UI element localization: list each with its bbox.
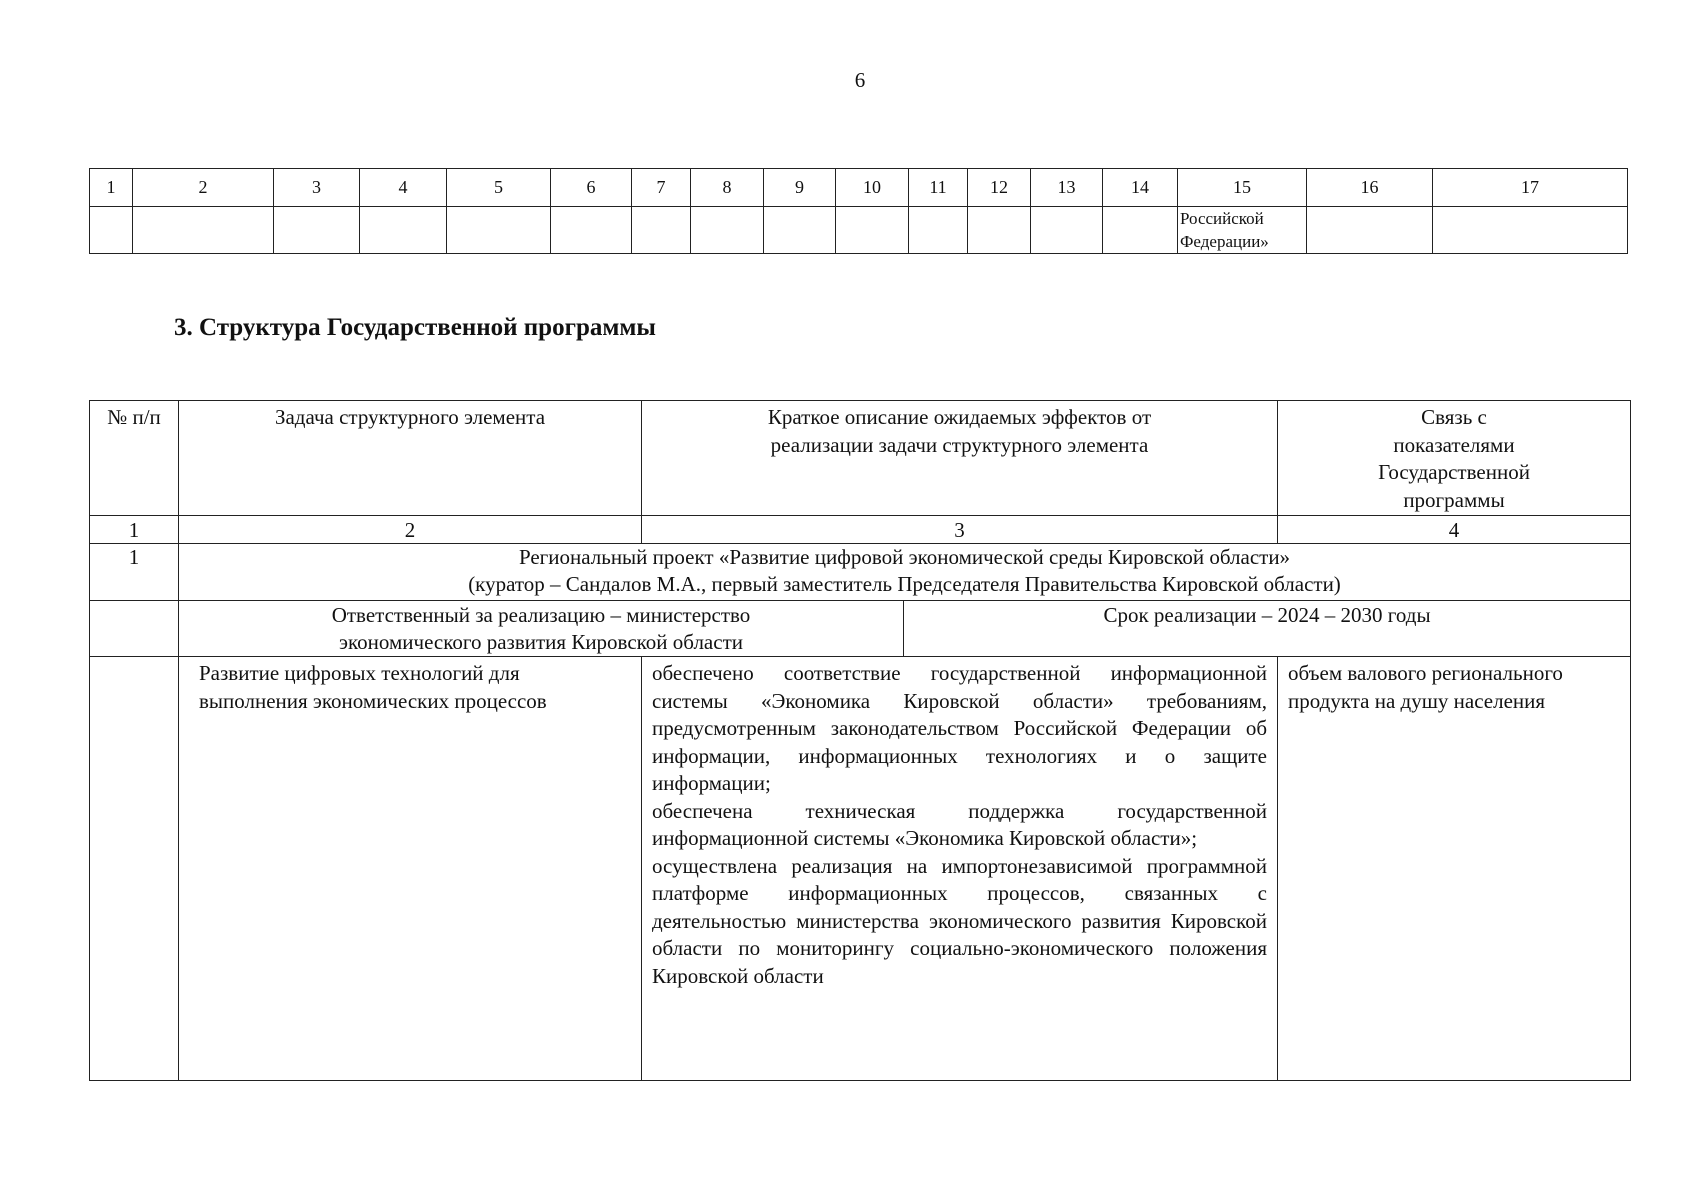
column-number: 12 xyxy=(968,169,1031,207)
table-cell xyxy=(632,207,691,254)
table-cell xyxy=(836,207,909,254)
responsible-row xyxy=(90,601,1631,657)
table-cell xyxy=(90,601,179,657)
project-title-cell xyxy=(179,544,1631,601)
table-cell xyxy=(274,207,360,254)
column-number: 17 xyxy=(1433,169,1628,207)
table-cell xyxy=(360,207,447,254)
implementation-period: Срок реализации – 2024 – 2030 годы xyxy=(1103,603,1431,627)
header-indicators: Связь с показателями Государственной программы xyxy=(1278,401,1631,516)
continuation-table xyxy=(89,168,1628,254)
table-row xyxy=(90,657,1631,1081)
page-number: 6 xyxy=(854,68,866,92)
column-number: 1 xyxy=(90,516,179,544)
table-header-row xyxy=(90,401,1631,516)
column-number: 16 xyxy=(1307,169,1433,207)
table-header-row xyxy=(90,169,1628,207)
column-number: 14 xyxy=(1103,169,1178,207)
description-cell xyxy=(642,657,1278,1081)
table-cell: Российской Федерации» xyxy=(1178,207,1307,254)
header-num: № п/п xyxy=(90,401,179,516)
header-task: Задача структурного элемента xyxy=(179,401,642,516)
table-cell xyxy=(90,207,133,254)
table-cell xyxy=(1433,207,1628,254)
indicator-cell: объем валового регионального продукта на душу населения xyxy=(1278,657,1631,1081)
table-cell xyxy=(1031,207,1103,254)
column-number: 11 xyxy=(909,169,968,207)
project-num: 1 xyxy=(90,544,179,601)
column-number: 13 xyxy=(1031,169,1103,207)
column-number: 3 xyxy=(274,169,360,207)
table-cell xyxy=(447,207,551,254)
table-cell xyxy=(551,207,632,254)
table-cell xyxy=(764,207,836,254)
column-number: 1 xyxy=(90,169,133,207)
table-cell xyxy=(1103,207,1178,254)
column-number: 3 xyxy=(642,516,1278,544)
column-number: 6 xyxy=(551,169,632,207)
column-number: 4 xyxy=(360,169,447,207)
effect-item: осуществлена реализация на импортонезависимой программной платформе информационных процессов, связанных с деятельностью министерства экономического развития Кировской области по мониторингу социально-экономического положения Кировской области xyxy=(652,853,1267,988)
row-num xyxy=(90,657,179,1081)
column-number: 5 xyxy=(447,169,551,207)
responsible-cell xyxy=(179,601,1631,657)
column-number: 7 xyxy=(632,169,691,207)
project-curator: (куратор – Сандалов М.А., первый заместитель Председателя Правительства Кировской области) xyxy=(468,572,1341,596)
column-number: 8 xyxy=(691,169,764,207)
header-description: Краткое описание ожидаемых эффектов от реализации задачи структурного элемента xyxy=(642,401,1278,516)
table-cell xyxy=(1307,207,1433,254)
effect-item: обеспечена техническая поддержка государственной информационной системы «Экономика Кировской области»; xyxy=(652,798,1267,850)
project-row xyxy=(90,544,1631,601)
column-number: 2 xyxy=(179,516,642,544)
responsible-body xyxy=(179,601,904,656)
project-title: Региональный проект «Развитие цифровой экономической среды Кировской области» xyxy=(518,545,1291,569)
program-structure-table xyxy=(89,400,1631,1081)
table-cell xyxy=(968,207,1031,254)
column-number: 2 xyxy=(133,169,274,207)
responsible-text: Ответственный за реализацию – министерство экономического развития Кировской области xyxy=(331,603,751,654)
effect-item: обеспечено соответствие государственной информационной системы «Экономика Кировской области» требованиям, предусмотренным законодательством Российской Федерации об информации, информационных технологиях и о защите информации; xyxy=(652,661,1267,795)
table-cell xyxy=(909,207,968,254)
table-cell xyxy=(133,207,274,254)
table-cell xyxy=(691,207,764,254)
section-title: 3. Структура Государственной программы xyxy=(174,314,656,341)
column-number: 10 xyxy=(836,169,909,207)
table-row xyxy=(90,207,1628,254)
column-number: 15 xyxy=(1178,169,1307,207)
column-number: 4 xyxy=(1278,516,1631,544)
column-number: 9 xyxy=(764,169,836,207)
task-cell: Развитие цифровых технологий для выполнения экономических процессов xyxy=(179,657,642,1081)
column-numbers-row xyxy=(90,516,1631,544)
